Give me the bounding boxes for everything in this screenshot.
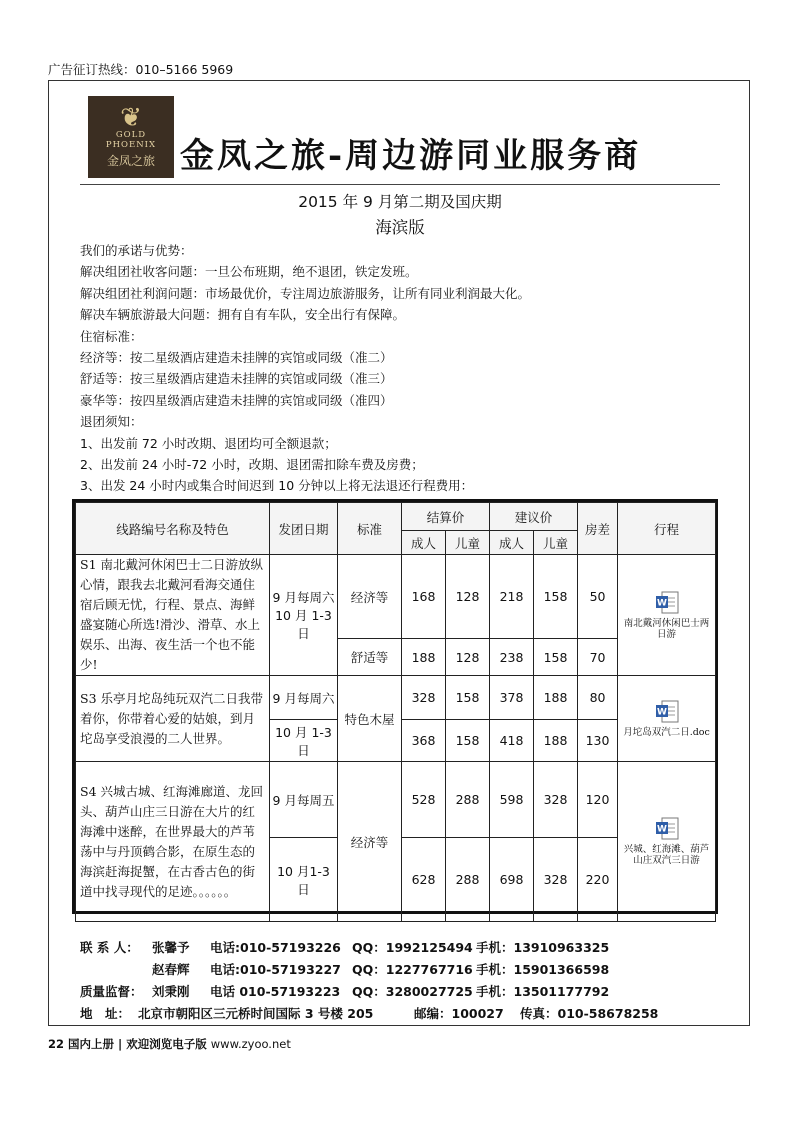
word-doc-icon — [654, 591, 680, 615]
price-cell: 158 — [446, 720, 490, 762]
intro-line: 2、出发前 24 小时-72 小时，改期、退团需扣除车费及房费； — [80, 457, 424, 473]
date-cell: 10 月1-3 日 — [270, 838, 338, 922]
page-number: 22 — [48, 1037, 65, 1051]
room-diff-cell: 130 — [578, 720, 618, 762]
itinerary-s4-label: 兴城、红海滩、葫芦山庄双汽三日游 — [623, 844, 710, 866]
route-s1-date: 9 月每周六10 月 1-3 日 — [270, 555, 338, 676]
page-footer — [48, 1036, 291, 1052]
intro-line: 3、出发 24 小时内或集合时间迟到 10 分钟以上将无法退还行程费用： — [80, 478, 474, 494]
price-cell: 168 — [402, 555, 446, 639]
price-cell: 188 — [534, 720, 578, 762]
word-doc-icon — [654, 700, 680, 724]
phoenix-icon: ❦ — [120, 103, 142, 133]
price-cell: 218 — [490, 555, 534, 639]
header-adult: 成人 — [490, 531, 534, 555]
intro-section — [80, 240, 530, 497]
price-cell: 158 — [446, 676, 490, 720]
room-diff-cell: 220 — [578, 838, 618, 922]
price-cell: 598 — [490, 762, 534, 838]
route-s3-standard: 特色木屋 — [338, 676, 402, 762]
contact-mobile: 手机：15901366598 — [476, 962, 610, 977]
price-cell: 368 — [402, 720, 446, 762]
footer-url-link[interactable]: www.zyoo.net — [210, 1037, 291, 1051]
standard-cell: 舒适等 — [338, 639, 402, 676]
header-child: 儿童 — [446, 531, 490, 555]
route-s1-desc: S1 南北戴河休闲巴士二日游放纵心情，跟我去北戴河看海交通住宿后顾无忧，行程、景点、海鲜盛宴随心所选!滑沙、滑草、水上娱乐、出海、夜生活一个也不能少! — [76, 555, 270, 676]
date-cell: 9 月每周六 — [270, 676, 338, 720]
route-s4-desc: S4 兴城古城、红海滩廊道、龙回头、葫芦山庄三日游在大片的红海滩中迷醉，在世界最大的芦苇荡中与丹顶鹤合影，在原生态的海滨赶海捉蟹，在古香古色的街道中找寻现代的足迹。。。。。。 — [76, 762, 270, 922]
issue-title: 2015 年 9 月第二期及国庆期 — [298, 193, 502, 211]
contact-qq: QQ：1227767716 — [352, 962, 473, 977]
contact-label: 联 系 人： — [80, 940, 139, 955]
svg-text:W: W — [656, 707, 667, 717]
itinerary-s4-attachment[interactable] — [618, 762, 716, 922]
itinerary-s3-label: 月坨岛双汽二日.doc — [623, 726, 710, 738]
price-cell: 128 — [446, 639, 490, 676]
room-diff-cell: 50 — [578, 555, 618, 639]
svg-text:W: W — [656, 824, 667, 835]
price-cell: 288 — [446, 762, 490, 838]
header-settle-price: 结算价 — [402, 503, 490, 531]
header-adult: 成人 — [402, 531, 446, 555]
price-cell: 418 — [490, 720, 534, 762]
edition-title: 海滨版 — [375, 218, 425, 237]
price-cell: 528 — [402, 762, 446, 838]
contact-label: 质量监督： — [80, 984, 143, 999]
contact-mobile: 手机：13910963325 — [476, 940, 610, 955]
contact-mobile: 手机：13501177792 — [476, 984, 610, 999]
intro-line: 退团须知： — [80, 414, 143, 430]
word-doc-icon — [654, 817, 680, 841]
price-cell: 328 — [534, 838, 578, 922]
intro-line: 我们的承诺与优势： — [80, 243, 193, 258]
address: 北京市朝阳区三元桥时间国际 3 号楼 205 — [138, 1006, 374, 1021]
price-cell: 188 — [534, 676, 578, 720]
intro-line: 解决车辆旅游最大问题：拥有自有车队，安全出行有保障。 — [80, 307, 406, 323]
intro-line: 1、出发前 72 小时改期、退团均可全额退款； — [80, 435, 337, 451]
contact-name: 刘秉刚 — [152, 984, 190, 999]
contact-name: 张馨予 — [152, 940, 190, 955]
contact-phone: 电话:010-57193227 — [210, 962, 341, 977]
header-suggest-price: 建议价 — [490, 503, 578, 531]
brand-title: 金凤之旅-周边游同业服务商 — [180, 136, 642, 176]
table-row — [76, 555, 716, 639]
itinerary-s1-label: 南北戴河休闲巴士两日游 — [623, 617, 710, 640]
header-room-diff: 房差 — [578, 503, 618, 555]
route-price-table — [72, 499, 718, 914]
table-row — [76, 762, 716, 838]
table-row — [76, 676, 716, 720]
header-child: 儿童 — [534, 531, 578, 555]
price-cell: 698 — [490, 838, 534, 922]
postcode: 邮编：100027 — [414, 1006, 504, 1021]
contact-name: 赵春辉 — [152, 962, 190, 977]
contact-phone: 电话 010-57193223 — [210, 984, 341, 999]
logo-cn: 金凤之旅 — [106, 154, 155, 168]
header-date: 发团日期 — [270, 503, 338, 555]
intro-line: 解决组团社收客问题：一旦公布班期，绝不退团，铁定发班。 — [80, 264, 418, 280]
itinerary-s1-attachment[interactable] — [618, 555, 716, 676]
contact-phone: 电话:010-57193226 — [210, 940, 341, 955]
footer-slogan: 欢迎浏览电子版 — [126, 1037, 207, 1051]
contact-qq: QQ：3280027725 — [352, 984, 473, 999]
footer-section: 国内上册 — [68, 1037, 115, 1051]
logo-en-bottom: PHOENIX — [105, 140, 157, 150]
gold-phoenix-logo — [88, 96, 174, 178]
ad-hotline: 广告征订热线：010–5166 5969 — [48, 62, 234, 77]
price-cell: 378 — [490, 676, 534, 720]
fax: 传真：010-58678258 — [520, 1006, 659, 1021]
price-cell: 188 — [402, 639, 446, 676]
price-cell: 128 — [446, 555, 490, 639]
intro-line: 豪华等：按四星级酒店建造未挂牌的宾馆或同级（准四） — [80, 392, 393, 408]
room-diff-cell: 70 — [578, 639, 618, 676]
price-cell: 328 — [534, 762, 578, 838]
price-cell: 328 — [402, 676, 446, 720]
intro-line: 经济等：按二星级酒店建造未挂牌的宾馆或同级（准二） — [80, 350, 393, 366]
price-cell: 628 — [402, 838, 446, 922]
room-diff-cell: 120 — [578, 762, 618, 838]
price-cell: 288 — [446, 838, 490, 922]
logo-en-top: GOLD — [115, 130, 147, 140]
price-cell: 238 — [490, 639, 534, 676]
header-standard: 标准 — [338, 503, 402, 555]
intro-line: 舒适等：按三星级酒店建造未挂牌的宾馆或同级（准三） — [80, 371, 393, 387]
address-label: 地 址： — [80, 1006, 131, 1021]
intro-line: 解决组团社利润问题：市场最优价，专注周边旅游服务，让所有同业利润最大化。 — [80, 285, 531, 301]
date-cell: 9 月每周五 — [270, 762, 338, 838]
contact-qq: QQ：1992125494 — [352, 940, 473, 955]
price-cell: 158 — [534, 555, 578, 639]
header-route: 线路编号名称及特色 — [76, 503, 270, 555]
itinerary-s3-attachment[interactable] — [618, 676, 716, 762]
date-cell: 10 月 1-3 日 — [270, 720, 338, 762]
standard-cell: 经济等 — [338, 555, 402, 639]
intro-line: 住宿标准： — [80, 328, 143, 344]
price-cell: 158 — [534, 639, 578, 676]
route-s3-desc: S3 乐亭月坨岛纯玩双汽二日我带着你，你带着心爱的姑娘，到月坨岛享受浪漫的二人世界。 — [76, 676, 270, 762]
header-itinerary: 行程 — [618, 503, 716, 555]
footer-separator: | — [118, 1037, 123, 1051]
header-divider — [80, 184, 720, 185]
room-diff-cell: 80 — [578, 676, 618, 720]
svg-text:W: W — [656, 598, 667, 608]
route-s4-standard: 经济等 — [338, 762, 402, 922]
